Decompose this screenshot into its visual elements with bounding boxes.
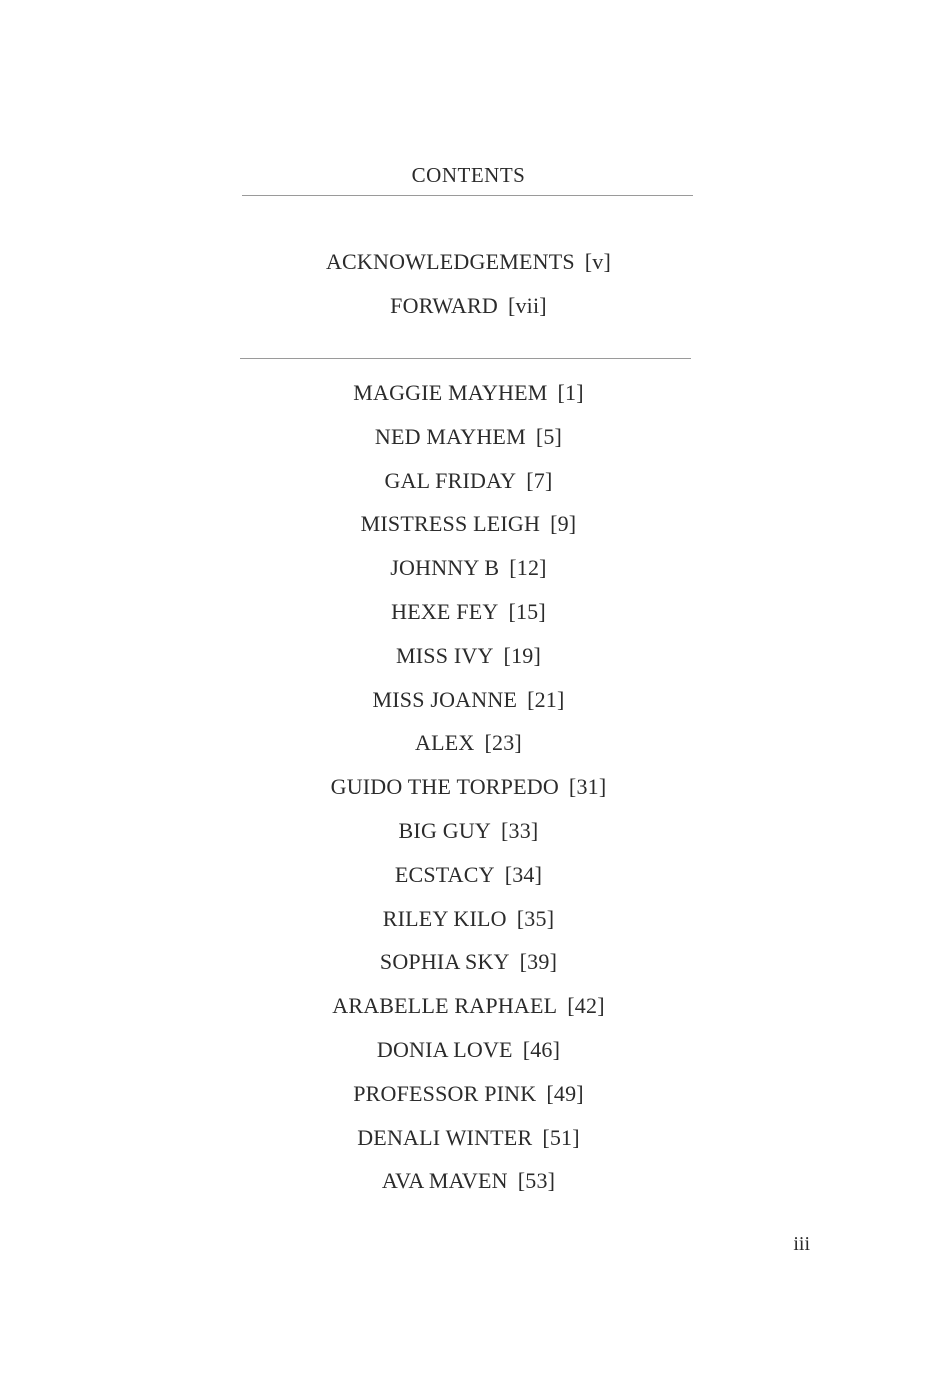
entry-page: [49] — [546, 1080, 584, 1106]
toc-entry[interactable] — [0, 590, 937, 634]
entry-title: ARABELLE RAPHAEL — [332, 993, 558, 1019]
entry-title: DONIA LOVE — [376, 1036, 513, 1062]
entry-page: [vii] — [507, 292, 547, 318]
toc-entry[interactable] — [0, 984, 937, 1028]
entry-page: [42] — [567, 993, 605, 1019]
entry-page: [5] — [535, 423, 563, 449]
entry-title: FORWARD — [390, 292, 498, 318]
toc-entry[interactable] — [0, 678, 937, 722]
toc-entry[interactable] — [0, 765, 937, 809]
entry-page: [9] — [550, 511, 577, 537]
entry-title: PROFESSOR PINK — [353, 1080, 537, 1106]
entry-title: SOPHIA SKY — [379, 949, 510, 975]
toc-entry[interactable] — [0, 634, 937, 678]
toc-entry[interactable] — [0, 853, 937, 897]
entry-title: GAL FRIDAY — [384, 467, 517, 493]
entry-page: [33] — [501, 817, 539, 843]
toc-entry[interactable] — [0, 371, 937, 415]
entry-title: DENALI WINTER — [357, 1124, 533, 1150]
entry-title: AVA MAVEN — [381, 1168, 508, 1194]
toc-entry[interactable] — [0, 1159, 937, 1203]
chapter-list — [0, 371, 937, 1203]
toc-entry[interactable] — [0, 459, 937, 503]
toc-entry-forward[interactable] — [0, 284, 937, 328]
toc-entry[interactable] — [0, 1028, 937, 1072]
heading-divider — [242, 195, 693, 196]
toc-entry[interactable] — [0, 940, 937, 984]
entry-page: [12] — [509, 555, 547, 581]
toc-entry[interactable] — [0, 546, 937, 590]
page-number: iii — [793, 1233, 810, 1255]
entry-title: MISS JOANNE — [372, 686, 518, 712]
toc-entry[interactable] — [0, 721, 937, 765]
entry-title: MISTRESS LEIGH — [360, 511, 541, 537]
toc-entry[interactable] — [0, 415, 937, 459]
entry-title: GUIDO THE TORPEDO — [330, 774, 559, 800]
entry-title: ACKNOWLEDGEMENTS — [325, 249, 575, 274]
entry-page: [21] — [527, 686, 565, 712]
entry-page: [53] — [517, 1168, 556, 1194]
toc-entry[interactable] — [0, 897, 937, 941]
entry-page: [1] — [557, 380, 584, 405]
toc-entry[interactable] — [0, 1072, 937, 1116]
entry-page: [35] — [516, 905, 555, 931]
front-matter-list — [0, 240, 937, 328]
entry-title: RILEY KILO — [382, 905, 507, 931]
toc-entry[interactable] — [0, 809, 937, 853]
entry-page: [19] — [503, 642, 541, 668]
entry-title: HEXE FEY — [391, 598, 499, 624]
entry-title: MISS IVY — [395, 642, 494, 668]
contents-heading: CONTENTS — [411, 163, 526, 187]
entry-page: [51] — [542, 1124, 580, 1150]
entry-page: [31] — [568, 774, 607, 800]
entry-page: [46] — [522, 1036, 561, 1062]
entry-page: [39] — [519, 949, 558, 975]
section-divider — [240, 358, 691, 359]
entry-title: MAGGIE MAYHEM — [353, 380, 548, 405]
entry-page: [23] — [484, 730, 522, 756]
entry-page: [34] — [504, 861, 543, 887]
entry-title: NED MAYHEM — [374, 423, 526, 449]
toc-entry[interactable] — [0, 502, 937, 546]
entry-page: [7] — [526, 467, 553, 493]
entry-title: ECSTACY — [394, 861, 495, 887]
entry-title: BIG GUY — [398, 817, 491, 843]
toc-entry[interactable] — [0, 1116, 937, 1160]
entry-title: ALEX — [415, 730, 475, 756]
entry-page: [v] — [584, 249, 612, 274]
entry-page: [15] — [508, 598, 546, 624]
toc-entry-acknowledgements[interactable] — [0, 240, 937, 284]
entry-title: JOHNNY B — [390, 555, 500, 581]
